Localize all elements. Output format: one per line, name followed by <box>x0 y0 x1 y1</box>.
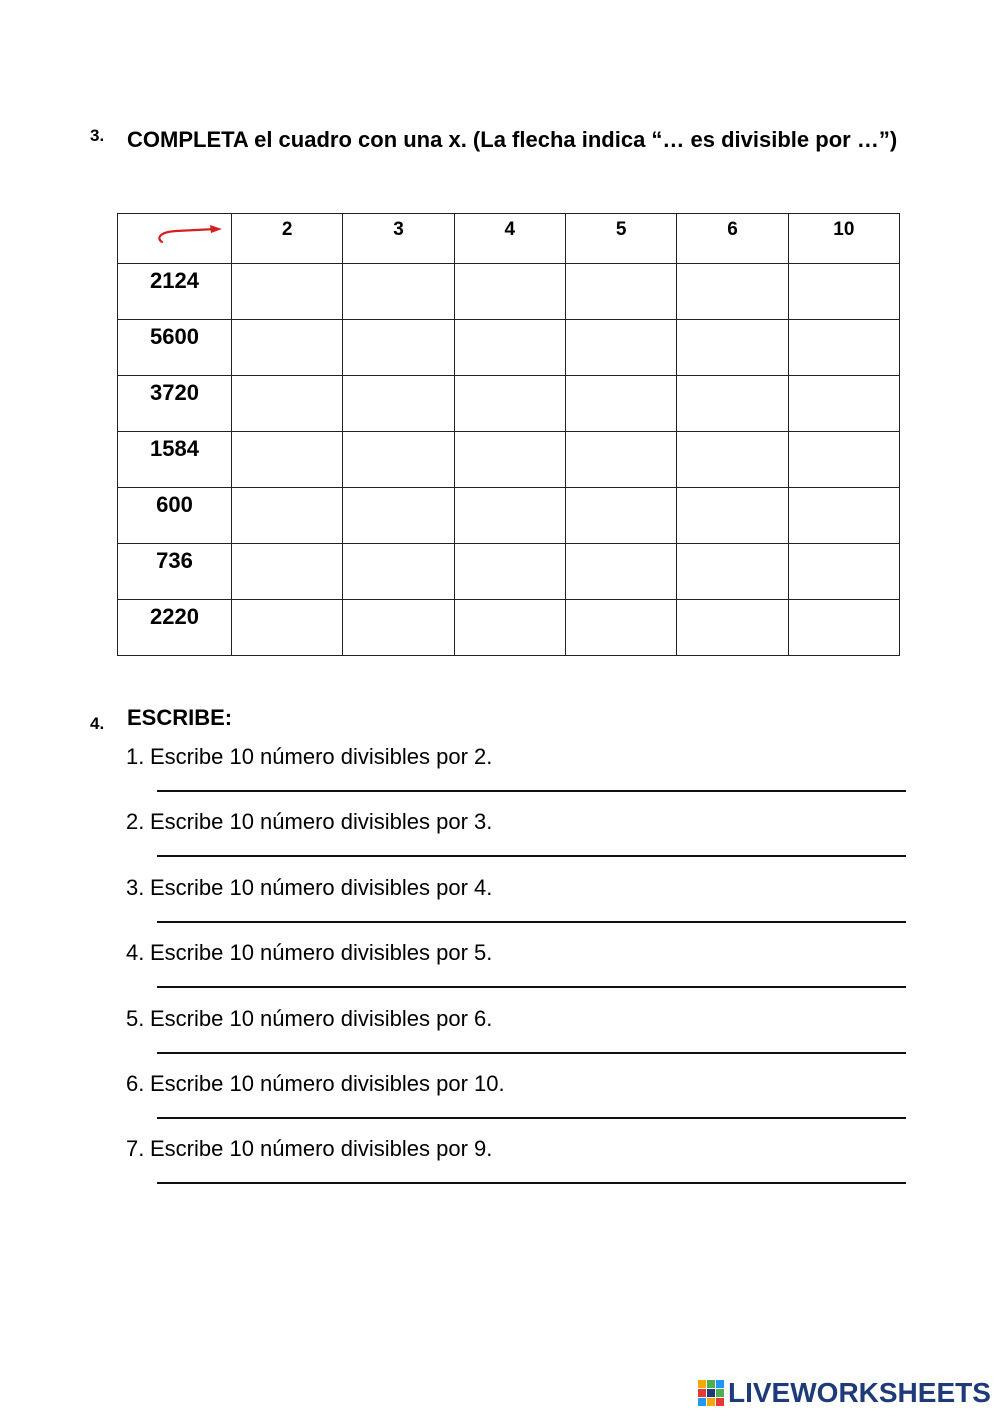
list-item <box>126 875 910 940</box>
answer-line[interactable] <box>157 855 906 857</box>
answer-cell[interactable] <box>454 376 565 432</box>
answer-cell[interactable] <box>677 544 788 600</box>
answer-cell[interactable] <box>788 600 899 656</box>
row-label: 1584 <box>118 432 232 488</box>
table-row <box>118 264 900 320</box>
answer-line[interactable] <box>157 921 906 923</box>
table-row <box>118 600 900 656</box>
item-text: Escribe 10 número divisibles por 4. <box>150 874 493 900</box>
item-number: 2. <box>126 809 145 835</box>
answer-cell[interactable] <box>788 264 899 320</box>
answer-line[interactable] <box>157 1052 906 1054</box>
arrow-header-cell <box>118 214 232 264</box>
answer-line[interactable] <box>157 790 906 792</box>
list-item <box>126 1136 910 1201</box>
answer-cell[interactable] <box>454 600 565 656</box>
answer-cell[interactable] <box>677 488 788 544</box>
column-header: 3 <box>343 214 454 264</box>
list-item <box>126 1071 910 1136</box>
answer-cell[interactable] <box>565 264 676 320</box>
answer-cell[interactable] <box>788 488 899 544</box>
question-3-instruction: COMPLETA el cuadro con una x. (La flecha indica “… es divisible por …”) <box>127 127 898 152</box>
table-row <box>118 376 900 432</box>
liveworksheets-logo-text: LIVEWORKSHEETS <box>728 1377 991 1408</box>
answer-cell[interactable] <box>565 376 676 432</box>
item-number: 3. <box>126 874 145 900</box>
answer-cell[interactable] <box>454 320 565 376</box>
answer-cell[interactable] <box>232 432 343 488</box>
divisibility-table <box>117 213 900 656</box>
column-header: 4 <box>454 214 565 264</box>
answer-cell[interactable] <box>677 264 788 320</box>
item-number: 1. <box>126 744 145 769</box>
answer-cell[interactable] <box>677 320 788 376</box>
answer-cell[interactable] <box>454 488 565 544</box>
table-row <box>118 320 900 376</box>
column-header: 6 <box>677 214 788 264</box>
answer-cell[interactable] <box>232 488 343 544</box>
liveworksheets-logo <box>698 1378 991 1408</box>
row-label: 600 <box>118 488 232 544</box>
answer-line[interactable] <box>157 986 906 988</box>
answer-cell[interactable] <box>565 600 676 656</box>
answer-cell[interactable] <box>788 320 899 376</box>
table-row <box>118 544 900 600</box>
answer-cell[interactable] <box>788 376 899 432</box>
item-text: Escribe 10 número divisibles por 5. <box>150 940 493 966</box>
answer-cell[interactable] <box>232 600 343 656</box>
answer-cell[interactable] <box>788 432 899 488</box>
row-label: 3720 <box>118 376 232 432</box>
answer-cell[interactable] <box>677 432 788 488</box>
item-text: Escribe 10 número divisibles por 6. <box>150 1005 493 1031</box>
question-4-number: 4. <box>90 714 105 733</box>
item-text: Escribe 10 número divisibles por 2. <box>150 744 493 769</box>
row-label: 2124 <box>118 264 232 320</box>
answer-cell[interactable] <box>454 432 565 488</box>
answer-line[interactable] <box>157 1182 906 1184</box>
answer-cell[interactable] <box>343 600 454 656</box>
answer-cell[interactable] <box>343 544 454 600</box>
answer-cell[interactable] <box>454 544 565 600</box>
table-row <box>118 432 900 488</box>
table-row <box>118 488 900 544</box>
list-item <box>126 1006 910 1071</box>
answer-cell[interactable] <box>565 544 676 600</box>
answer-cell[interactable] <box>677 600 788 656</box>
column-header: 10 <box>788 214 899 264</box>
red-arrow-icon <box>156 222 226 246</box>
answer-cell[interactable] <box>343 376 454 432</box>
answer-cell[interactable] <box>565 488 676 544</box>
question-4-title: ESCRIBE: <box>127 705 233 730</box>
answer-cell[interactable] <box>232 376 343 432</box>
answer-cell[interactable] <box>565 432 676 488</box>
table-header-row <box>118 214 900 264</box>
answer-cell[interactable] <box>343 432 454 488</box>
question-3-number: 3. <box>90 126 105 145</box>
answer-cell[interactable] <box>232 544 343 600</box>
column-header: 5 <box>565 214 676 264</box>
exercise-list <box>126 744 910 1202</box>
column-header: 2 <box>232 214 343 264</box>
answer-cell[interactable] <box>232 320 343 376</box>
list-item <box>126 809 910 874</box>
answer-cell[interactable] <box>454 264 565 320</box>
item-number: 7. <box>126 1136 145 1162</box>
answer-cell[interactable] <box>343 488 454 544</box>
item-number: 6. <box>126 1070 145 1096</box>
answer-cell[interactable] <box>677 376 788 432</box>
item-text: Escribe 10 número divisibles por 9. <box>150 1136 493 1162</box>
item-text: Escribe 10 número divisibles por 10. <box>150 1070 505 1096</box>
answer-cell[interactable] <box>565 320 676 376</box>
row-label: 2220 <box>118 600 232 656</box>
answer-cell[interactable] <box>343 264 454 320</box>
list-item <box>126 940 910 1005</box>
answer-cell[interactable] <box>232 264 343 320</box>
answer-cell[interactable] <box>343 320 454 376</box>
liveworksheets-logo-icon <box>698 1380 728 1406</box>
item-number: 4. <box>126 940 145 966</box>
item-number: 5. <box>126 1005 145 1031</box>
row-label: 736 <box>118 544 232 600</box>
item-text: Escribe 10 número divisibles por 3. <box>150 809 493 835</box>
answer-cell[interactable] <box>788 544 899 600</box>
list-item <box>126 744 910 809</box>
row-label: 5600 <box>118 320 232 376</box>
answer-line[interactable] <box>157 1117 906 1119</box>
